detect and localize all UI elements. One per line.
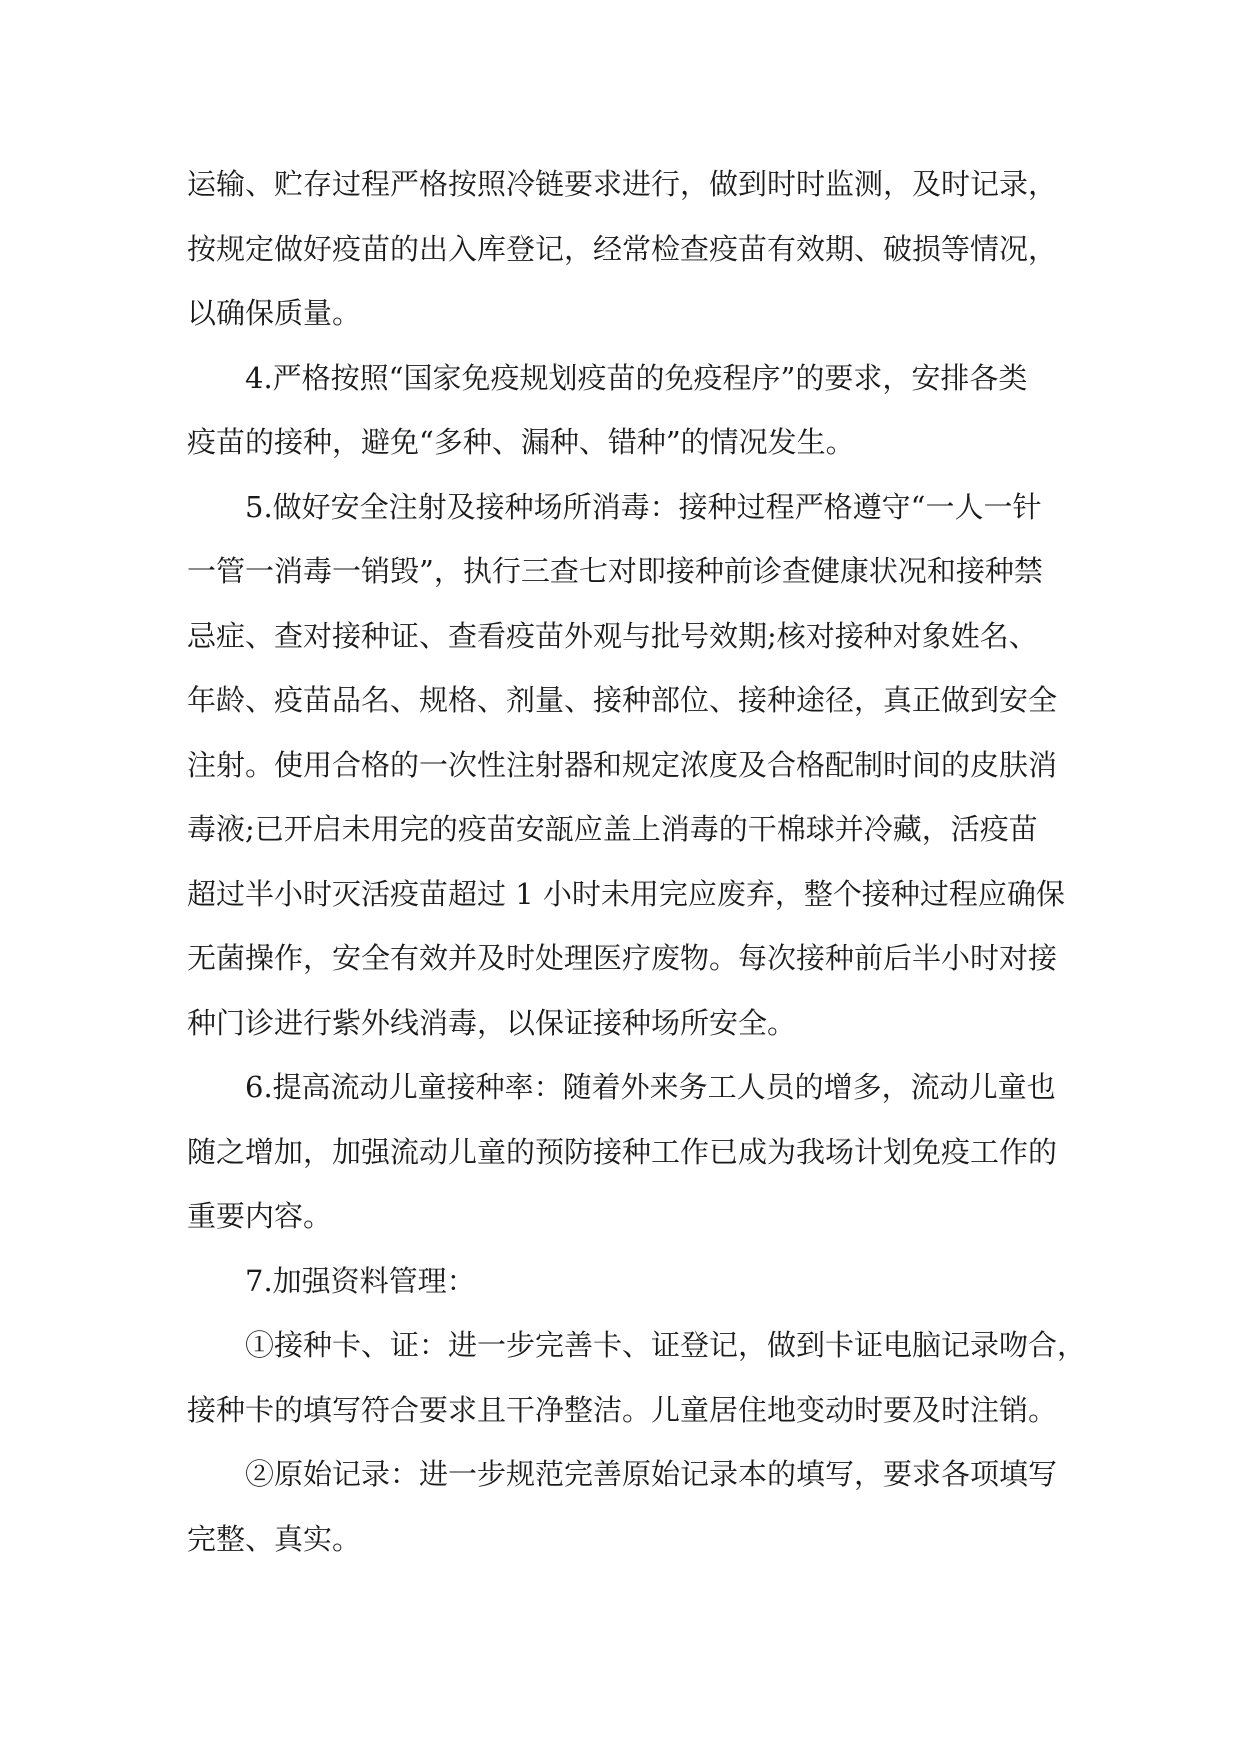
text-line: 随之增加，加强流动儿童的预防接种工作已成为我场计划免疫工作的 [187, 1134, 1058, 1169]
paragraph-item-5 [187, 475, 1065, 1056]
text-line: 重要内容。 [187, 1199, 333, 1233]
text-line: 7.加强资料管理： [245, 1263, 476, 1298]
text-line: ①接种卡、证：进一步完善卡、证登记，做到卡证电脑记录吻合， [245, 1328, 1087, 1362]
text-line: 以确保质量。 [187, 296, 362, 330]
text-line: 运输、贮存过程严格按照冷链要求进行，做到时时监测，及时记录， [187, 167, 1058, 201]
text-line: 完整、真实。 [187, 1521, 362, 1556]
paragraph-item-7-2 [187, 1442, 1057, 1571]
paragraph-item-7 [187, 1249, 1057, 1314]
text-line: ②原始记录：进一步规范完善原始记录本的填写，要求各项填写 [245, 1457, 1058, 1491]
text-line: 一管一消毒一销毁”，执行三查七对即接种前诊查健康状况和接种禁 [187, 554, 1043, 588]
text-line: 忌症、查对接种证、查看疫苗外观与批号效期;核对接种对象姓名、 [187, 618, 1038, 653]
text-line: 4.严格按照“国家免疫规划疫苗的免疫程序”的要求，安排各类 [245, 360, 1028, 395]
text-line: 种门诊进行紫外线消毒，以保证接种场所安全。 [187, 1005, 797, 1040]
text-line: 5.做好安全注射及接种场所消毒：接种过程严格遵守“一人一针 [245, 489, 1042, 524]
document-body [187, 152, 1087, 1571]
paragraph-item-4 [187, 346, 1057, 475]
text-line: 疫苗的接种，避免“多种、漏种、错种”的情况发生。 [187, 425, 855, 459]
text-line: 接种卡的填写符合要求且干净整洁。儿童居住地变动时要及时注销。 [187, 1392, 1058, 1427]
paragraph-item-6 [187, 1055, 1057, 1249]
text-line: 无菌操作，安全有效并及时处理医疗废物。每次接种前后半小时对接 [187, 941, 1058, 975]
text-line: 按规定做好疫苗的出入库登记，经常检查疫苗有效期、破损等情况， [187, 231, 1058, 266]
paragraph-transport [187, 152, 1057, 346]
text-line: 超过半小时灭活疫苗超过 1 小时未用完应废弃，整个接种过程应确保 [187, 876, 1065, 911]
text-line: 6.提高流动儿童接种率：随着外来务工人员的增多，流动儿童也 [245, 1070, 1056, 1104]
paragraph-item-7-1 [187, 1313, 1087, 1442]
text-line: 年龄、疫苗品名、规格、剂量、接种部位、接种途径，真正做到安全 [187, 683, 1058, 717]
text-line: 注射。使用合格的一次性注射器和规定浓度及合格配制时间的皮肤消 [187, 747, 1058, 782]
text-line: 毒液;已开启未用完的疫苗安瓿应盖上消毒的干棉球并冷藏，活疫苗 [187, 812, 1038, 846]
